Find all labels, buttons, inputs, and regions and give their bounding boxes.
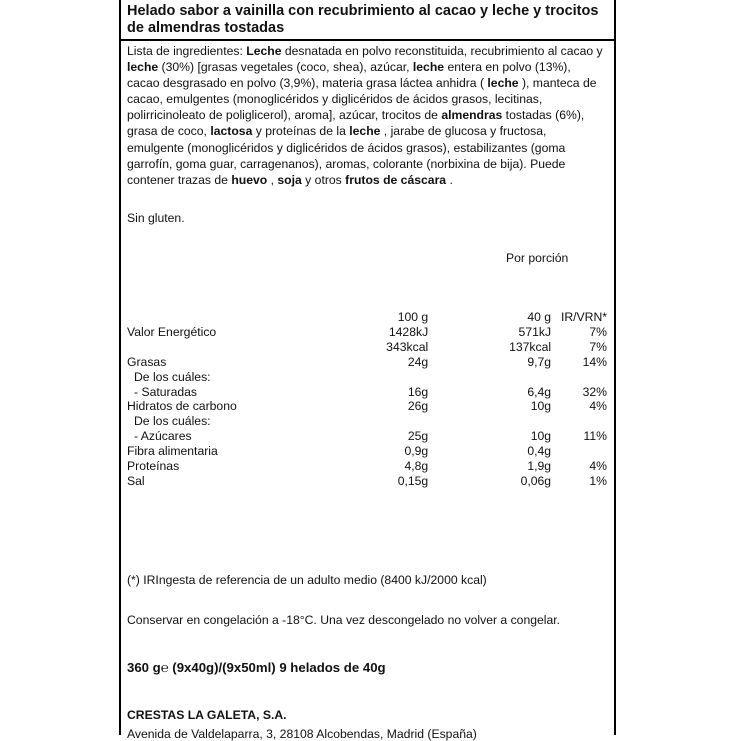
nutrition-cell-per100: 4,8g	[404, 459, 429, 474]
nutrition-cell-label: Grasas	[127, 354, 167, 369]
nutrition-cell-per100: 343kcal	[386, 339, 429, 354]
allergen-text: huevo	[231, 172, 268, 187]
nutrition-row	[127, 474, 607, 489]
net-weight: 360 g℮ (9x40g)/(9x50ml) 9 helados de 40g	[127, 660, 386, 675]
ingredient-text: desnatada en polvo reconstituida, recubrimiento al cacao y	[281, 44, 603, 58]
nutrition-cell-per100: 26g	[407, 399, 429, 414]
nutrition-cell-ir: 32%	[582, 384, 607, 399]
ingredient-text: y proteínas de la	[252, 124, 350, 139]
title-divider	[121, 39, 614, 41]
nutrition-cell-label: - Azúcares	[134, 429, 192, 444]
nutrition-cell-ir	[551, 414, 607, 429]
ingredient-text: tostadas (6%), grasa de coco,	[127, 108, 585, 139]
allergen-text: leche	[349, 124, 381, 139]
nutrition-cell-label: Fibra alimentaria	[127, 444, 218, 459]
nutrition-cell-ir: 4%	[589, 399, 607, 414]
nutrition-cell-ir: 7%	[589, 324, 607, 339]
nutrition-cell-label: Hidratos de carbono	[127, 399, 237, 414]
nutrition-cell-ir	[551, 444, 607, 459]
nutrition-row	[127, 340, 607, 355]
allergen-text: frutos de cáscara	[345, 172, 447, 187]
ingredient-text: Lista de ingredientes:	[127, 44, 247, 58]
nutrition-rows	[127, 325, 607, 489]
nutrition-cell-per100	[342, 370, 428, 385]
nutrition-cell-per40: 0,06g	[520, 473, 552, 488]
company-name: CRESTAS LA GALETA, S.A.	[127, 708, 287, 722]
nutrition-cell-ir: 11%	[583, 429, 607, 444]
nutrition-cell-ir: 1%	[589, 473, 607, 488]
ingredient-text: , jarabe de glucosa y fructosa, emulgente (monoglicéridos y diglicéridos de ácidos grasos), estabilizantes (goma garrofín, goma guar, carragenanos), aromas, colorante (norbixina de bija). Puede contener trazas de	[127, 124, 566, 187]
ingredient-text: y otros	[301, 172, 346, 187]
nutrition-row	[127, 444, 607, 459]
nutrition-cell-ir: 4%	[589, 459, 607, 474]
allergen-text: leche	[487, 76, 519, 91]
nutrition-cell-per100: 0,9g	[404, 444, 429, 459]
gluten-statement: Sin gluten.	[127, 211, 185, 225]
nutrition-cell-per40: 10g	[530, 399, 552, 414]
nutrition-cell-ir: 7%	[589, 339, 607, 354]
nutrition-cell-per40: 6,4g	[527, 384, 552, 399]
nutrition-cell-per40: 1,9g	[527, 459, 552, 474]
nutrition-header-row	[127, 310, 607, 325]
product-title: Helado sabor a vainilla con recubrimiento al cacao y leche y trocitos de almendras tostadas	[127, 3, 599, 36]
nutrition-header-per100: 100 g	[397, 310, 429, 324]
nutrition-cell-per40: 9,7g	[527, 354, 552, 369]
allergen-text: leche	[412, 60, 445, 75]
nutrition-row	[127, 385, 607, 400]
nutrition-row	[127, 459, 607, 474]
reference-intake-footnote: (*) IRIngesta de referencia de un adulto medio (8400 kJ/2000 kcal)	[127, 573, 487, 587]
nutrition-cell-per100: 25g	[407, 429, 429, 444]
nutrition-cell-per40: 571kJ	[518, 324, 552, 339]
nutrition-cell-per100: 16g	[407, 384, 429, 399]
ingredient-text: ), manteca de cacao, emulgentes (monoglicéridos y diglicéridos de ácidos grasos, lecitinas, polirricinoleato de poliglicerol), aroma], azúcar, trocitos de	[127, 76, 597, 123]
nutrition-cell-ir: 14%	[582, 354, 607, 369]
allergen-text: lactosa	[210, 124, 253, 139]
nutrition-header-per40: 40 g	[527, 310, 552, 324]
nutrition-row	[127, 399, 607, 414]
nutrition-row	[127, 325, 607, 340]
nutrition-cell-label: De los cuáles:	[134, 414, 211, 429]
nutrition-cell-per100: 24g	[407, 354, 429, 369]
ingredient-text: .	[446, 172, 453, 187]
nutrition-cell-label: - Saturadas	[134, 384, 198, 399]
allergen-text: Leche	[246, 44, 282, 58]
nutrition-cell-per100: 0,15g	[397, 473, 429, 488]
nutrition-cell-per40	[428, 370, 551, 385]
ingredient-text: ,	[267, 172, 278, 187]
nutrition-cell-label: Proteínas	[127, 459, 180, 474]
ingredient-text: (30%) [grasas vegetales (coco, shea), azúcar,	[158, 60, 413, 75]
nutrition-row	[127, 355, 607, 370]
nutrition-row	[127, 370, 607, 385]
nutrition-cell-label: Valor Energético	[127, 324, 217, 339]
nutrition-cell-ir	[551, 370, 607, 385]
allergen-text: almendras	[441, 108, 503, 123]
nutrition-cell-label: De los cuáles:	[134, 369, 211, 384]
ingredients-list	[127, 43, 605, 188]
nutrition-table	[127, 310, 607, 489]
nutrition-cell-per100: 1428kJ	[388, 324, 429, 339]
nutrition-row	[127, 414, 607, 429]
nutrition-cell-per40: 137kcal	[509, 339, 552, 354]
nutrition-header-ir: IR/VRN*	[560, 310, 607, 324]
storage-instructions: Conservar en congelación a -18°C. Una vez descongelado no volver a congelar.	[127, 613, 561, 627]
per-portion-heading: Por porción	[506, 251, 569, 265]
nutrition-cell-per40	[428, 414, 551, 429]
nutrition-cell-per40: 0,4g	[527, 444, 552, 459]
company-address: Avenida de Valdelaparra, 3, 28108 Alcobendas, Madrid (España)	[127, 727, 477, 741]
nutrition-row	[127, 429, 607, 444]
nutrition-cell-label	[127, 340, 342, 355]
nutrition-header-label	[127, 310, 342, 325]
nutrition-cell-per40: 10g	[530, 429, 552, 444]
ingredient-text: entera en polvo (13%), cacao desgrasado en polvo (3,9%), materia grasa láctea anhidra (	[127, 60, 571, 91]
allergen-text: leche	[127, 60, 159, 75]
nutrition-cell-per100	[342, 414, 428, 429]
allergen-text: soja	[277, 172, 302, 187]
nutrition-cell-label: Sal	[127, 473, 145, 488]
